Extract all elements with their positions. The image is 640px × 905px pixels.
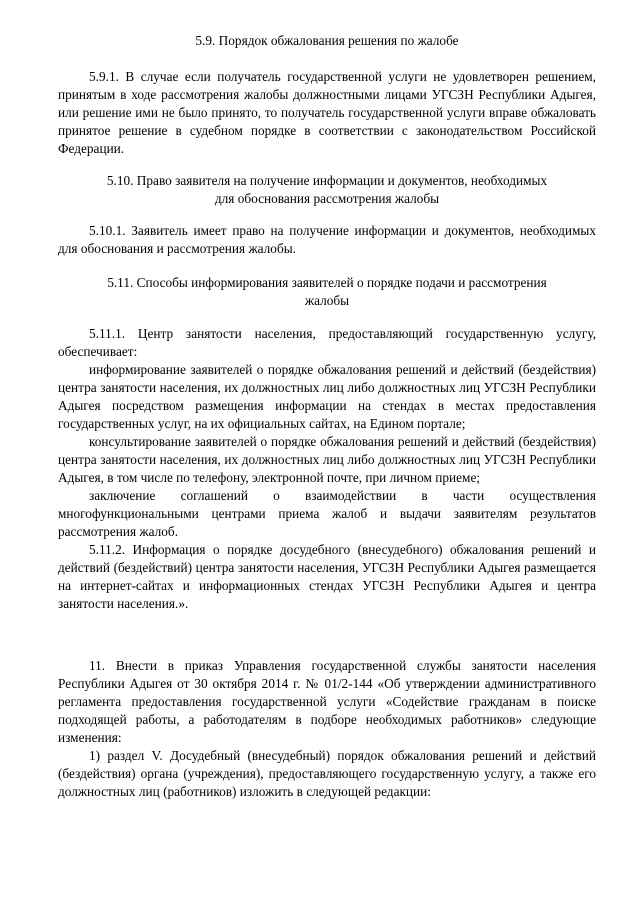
section-5-11-heading [58, 274, 596, 310]
paragraph-5-9-1 [58, 68, 596, 158]
paragraph-5-11-1 [58, 325, 596, 613]
list-item: 1) раздел V. Досудебный (внесудебный) порядок обжалования решений и действий (бездействия) органа (учреждения), предоставляющего государственную услугу, а также его должностных лиц (работников) изложить в следующей редакции: [58, 748, 596, 799]
heading-line: 5.11. Способы информирования заявителей о порядке подачи и рассмотрения [107, 275, 547, 290]
list-item: консультирование заявителей о порядке обжалования решений и действий (бездействия) центра занятости населения, их должностных лиц либо должностных лиц УГСЗН Республики Адыгея, в том числе по телефону, электронной почте, при личном приеме; [58, 434, 596, 485]
paragraph-text: 5.10.1. Заявитель имеет право на получение информации и документов, необходимых для обоснования и рассмотрения жалобы. [58, 223, 596, 256]
heading-line: 5.10. Право заявителя на получение информации и документов, необходимых [106, 173, 548, 188]
paragraph-text: 11. Внести в приказ Управления государственной службы занятости населения Республики Адыгея от 30 октября 2014 г. № 01/2-144 «Об утверждении административного регламента предоставления государственной услуги «Содействие гражданам в поиске подходящей работы, а работодателям в подборе необходимых работников» следующие изменения: [58, 658, 596, 745]
paragraph-5-10-1 [58, 222, 596, 258]
paragraph-text: 5.11.2. Информация о порядке досудебного (внесудебного) обжалования решений и действий (бездействий) центра занятости населения, УГСЗН Республики Адыгея размещается на интернет-сайтах и информационных стендах УГСЗН Республики Адыгея и центра занятости населения.». [58, 542, 596, 611]
paragraph-text: 5.9.1. В случае если получатель государственной услуги не удовлетворен решением, принятым в ходе рассмотрения жалобы должностными лицами УГСЗН Республики Адыгея, или решение ими не было принято, то получатель государственной услуги вправе обжаловать принятое решение в судебном порядке в соответствии с законодательством Российской Федерации. [58, 69, 596, 156]
list-item: информирование заявителей о порядке обжалования решений и действий (бездействия) центра занятости населения, их должностных лиц либо должностных лиц УГСЗН Республики Адыгея посредством размещения информации на стендах в местах предоставления государственных услуг, на их официальных сайтах, на Едином портале; [58, 362, 596, 431]
heading-text: 5.9. Порядок обжалования решения по жалобе [195, 33, 459, 48]
heading-line: для обоснования рассмотрения жалобы [214, 191, 440, 206]
section-5-10-heading [58, 172, 596, 208]
section-5-9-heading [58, 32, 596, 50]
list-item: заключение соглашений о взаимодействии в части осуществления многофункциональными центрами приема жалоб и выдачи заявителям результатов рассмотрения жалоб. [58, 488, 596, 539]
paragraph-text: 5.11.1. Центр занятости населения, предоставляющий государственную услугу, обеспечивает: [58, 326, 596, 359]
paragraph-item-11 [58, 657, 596, 801]
heading-line: жалобы [304, 293, 350, 308]
